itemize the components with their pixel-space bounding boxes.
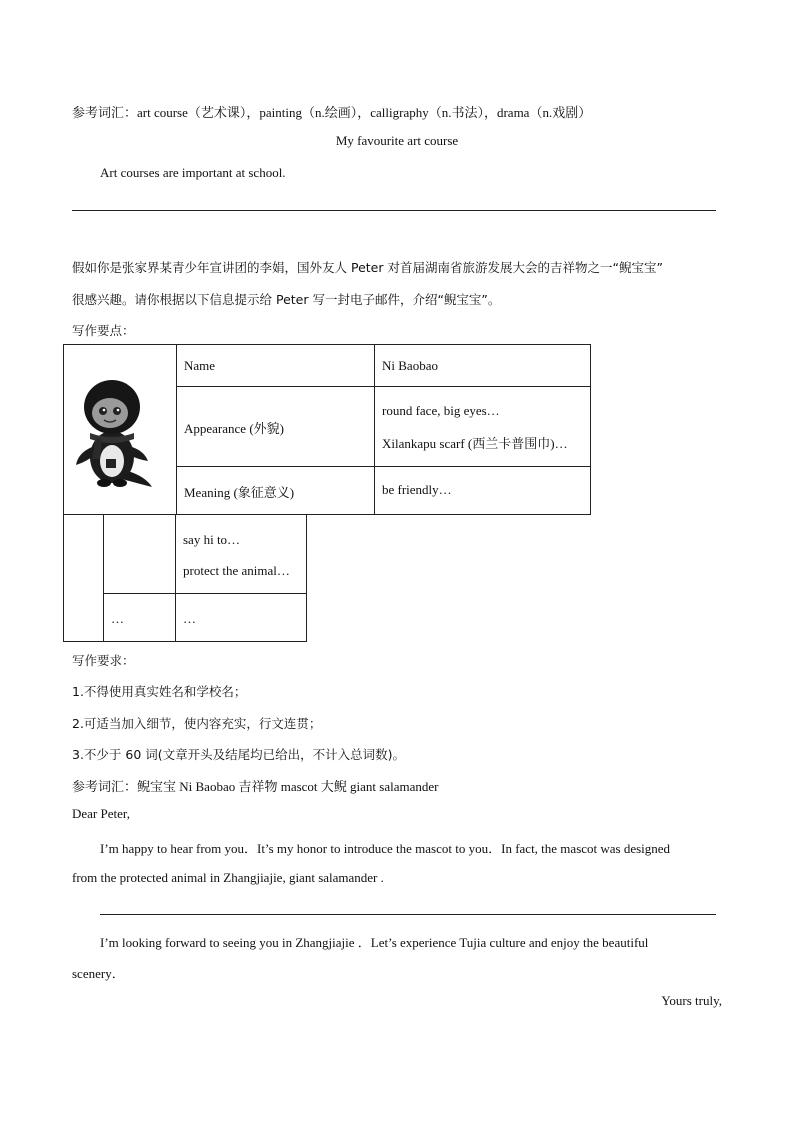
meaning-label-cell bbox=[176, 466, 375, 515]
extra-value-1: say hi to… bbox=[183, 532, 241, 547]
points-heading: 写作要点： bbox=[72, 323, 135, 338]
letter-para2-line2: scenery． bbox=[72, 966, 125, 981]
vocab-line-1: 参考词汇：art course（艺术课），painting（n.绘画），calligraphy（n.书法），drama（n.戏剧） bbox=[72, 105, 592, 120]
mascot-image bbox=[74, 375, 154, 493]
appearance-label-cell bbox=[176, 386, 375, 467]
meaning-value: be friendly… bbox=[382, 482, 452, 497]
requirement-1: 1.不得使用真实姓名和学校名； bbox=[72, 684, 247, 699]
letter-greeting: Dear Peter, bbox=[72, 806, 130, 821]
requirement-2: 2.可适当加入细节，使内容充实，行文连贯； bbox=[72, 716, 322, 731]
more-left: … bbox=[111, 611, 124, 626]
blank-cell-upper bbox=[103, 514, 176, 594]
name-value: Ni Baobao bbox=[382, 358, 438, 373]
meaning-label: Meaning (象征意义) bbox=[184, 485, 295, 500]
more-right-cell bbox=[175, 593, 307, 642]
answer-line-1 bbox=[72, 210, 716, 211]
prompt-line-1: 假如你是张家界某青少年宣讲团的李娟，国外友人 Peter 对首届湖南省旅游发展大会的吉祥物之一“鲵宝宝” bbox=[72, 260, 663, 275]
letter-closing: Yours truly, bbox=[661, 993, 722, 1008]
vocab-line-2: 参考词汇：鲵宝宝 Ni Baobao 吉祥物 mascot 大鲵 giant salamander bbox=[72, 779, 439, 794]
letter-para1-line2: from the protected animal in Zhangjiajie, giant salamander . bbox=[72, 870, 384, 885]
extra-value-2: protect the animal… bbox=[183, 563, 290, 578]
appearance-value-1: round face, big eyes… bbox=[382, 403, 500, 418]
name-label: Name bbox=[184, 358, 216, 373]
requirement-3: 3.不少于 60 词(文章开头及结尾均已给出，不计入总词数)。 bbox=[72, 747, 406, 762]
name-label-cell bbox=[176, 344, 375, 387]
meaning-value-cell bbox=[374, 466, 591, 515]
extra-value-cell bbox=[175, 514, 307, 594]
letter-para1-line1: I’m happy to hear from you．It’s my honor to introduce the mascot to you．In fact, the mascot was designed bbox=[100, 841, 671, 856]
essay-title: My favourite art course bbox=[335, 133, 459, 148]
letter-para2-line1: I’m looking forward to seeing you in Zhangjiajie ．Let’s experience Tujia culture and enjoy the beautiful bbox=[100, 935, 649, 950]
appearance-value-2: Xilankapu scarf (西兰卡普围巾)… bbox=[382, 436, 568, 451]
more-left-cell bbox=[103, 593, 176, 642]
requirements-heading: 写作要求： bbox=[72, 653, 135, 668]
prompt-line-2: 很感兴趣。请你根据以下信息提示给 Peter 写一封电子邮件，介绍“鲵宝宝”。 bbox=[72, 292, 501, 307]
more-right: … bbox=[183, 611, 196, 626]
appearance-value-cell bbox=[374, 386, 591, 467]
appearance-label: Appearance (外貌) bbox=[184, 421, 284, 436]
mascot-image-cell bbox=[63, 344, 177, 515]
answer-line-2 bbox=[100, 914, 716, 915]
name-value-cell bbox=[374, 344, 591, 387]
blank-cell-tall bbox=[63, 514, 104, 642]
essay-opening: Art courses are important at school. bbox=[100, 165, 286, 180]
